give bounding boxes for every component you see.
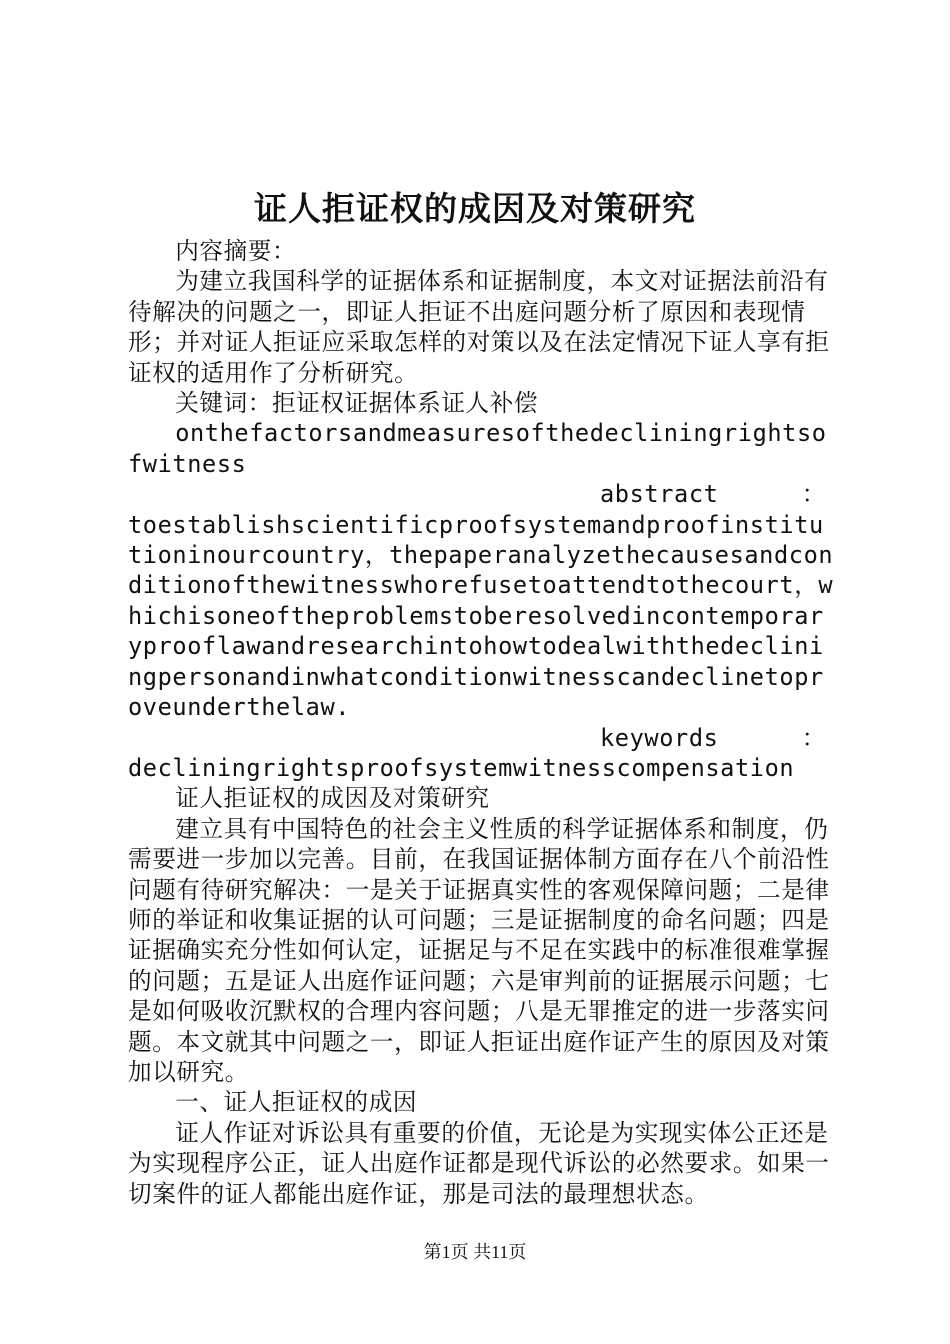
- abstract-en-heading: [128, 479, 838, 509]
- paragraph-2: 证人作证对诉讼具有重要的价值，无论是为实现实体公正还是为实现程序公正，证人出庭作证都是现代诉讼的必然要求。如果一切案件的证人都能出庭作证，那是司法的最理想状态。: [128, 1118, 830, 1208]
- abstract-cn: 为建立我国科学的证据体系和证据制度，本文对证据法前沿有待解决的问题之一，即证人拒证不出庭问题分析了原因和表现情形；并对证人拒证应采取怎样的对策以及在法定情况下证人享有拒证权的适用作了分析研究。: [128, 267, 830, 387]
- document-title: 证人拒证权的成因及对策研究: [254, 189, 696, 228]
- keywords-en-heading: [128, 723, 838, 753]
- paragraph-1: 建立具有中国特色的社会主义性质的科学证据体系和制度，仍需要进一步加以完善。目前，在我国证据体制方面存在八个前沿性问题有待研究解决：一是关于证据真实性的客观保障问题；二是律师的举证和收集证据的认可问题；三是证据制度的命名问题；四是证据确实充分性如何认定，证据足与不足在实践中的标准很难掌握的问题；五是证人出庭作证问题；六是审判前的证据展示问题；七是如何吸收沉默权的合理内容问题；八是无罪推定的进一步落实问题。本文就其中问题之一，即证人拒证出庭作证产生的原因及对策加以研究。: [128, 814, 830, 1086]
- abstract-en: toestablishscientificproofsystemandproofinstitutioninourcountry，thepaperanalyzethecausesandconditionofthewitnesswhorefusetoattendtothecourt，whichisoneoftheproblemstoberesolvedincontemporaryprooflawandresearchintohowtodealwiththedecliningpersonandinwhatconditionwitnesscandeclinetoproveunderthelaw.: [128, 510, 834, 722]
- keywords-en-label: keywords: [600, 723, 719, 752]
- subtitle: 证人拒证权的成因及对策研究: [175, 784, 490, 813]
- page-footer: 第1页 共11页: [423, 1242, 527, 1262]
- section-heading-1: 一、证人拒证权的成因: [175, 1088, 418, 1117]
- keywords-en: decliningrightsproofsystemwitnesscompensation: [128, 753, 795, 782]
- keywords-cn: 关键词：拒证权证据体系证人补偿: [175, 389, 539, 418]
- english-title: onthefactorsandmeasuresofthedecliningrightsofwitness: [128, 419, 827, 478]
- document-body: [128, 236, 838, 1209]
- abstract-cn-label: 内容摘要：: [175, 237, 297, 265]
- keywords-en-colon: ：: [801, 723, 826, 752]
- abstract-en-label: abstract: [600, 480, 719, 509]
- abstract-en-colon: ：: [801, 480, 826, 509]
